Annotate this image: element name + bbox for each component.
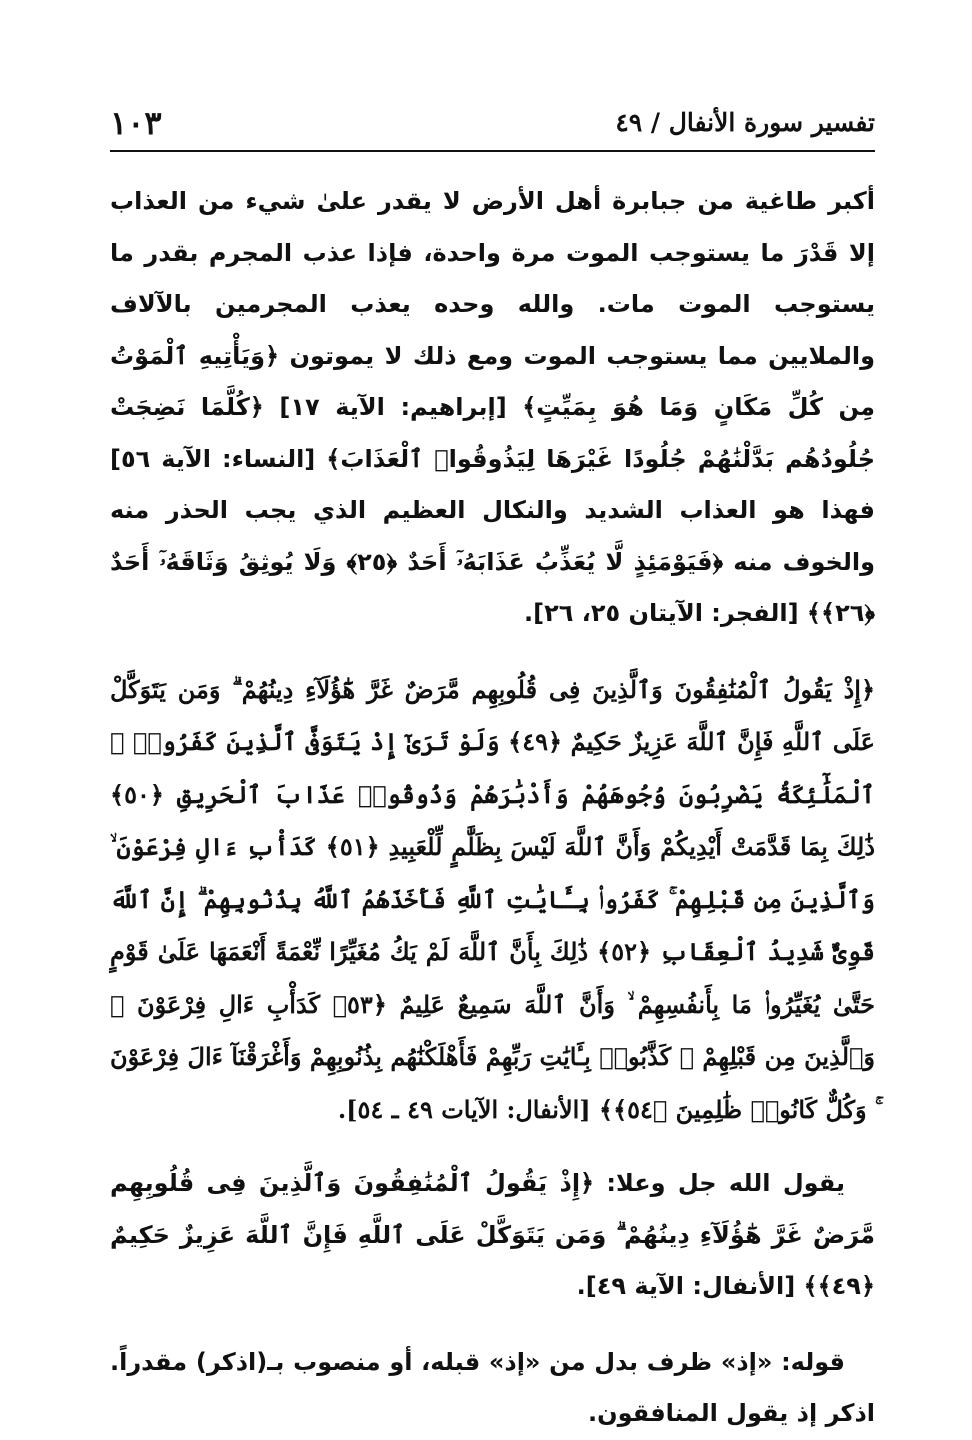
page-body [110, 176, 875, 1440]
running-title: تفسير سورة الأنفال / ٤٩ [615, 108, 875, 137]
running-header [110, 104, 875, 150]
paragraph-verse-intro: يقول الله جل وعلا: ﴿إِذْ يَقُولُ ٱلْمُنَٰفِقُونَ وَٱلَّذِينَ فِى قُلُوبِهِم مَّرَضٌ غَرَّ هَٰٓؤُلَآءِ دِينُهُمْ ۗ وَمَن يَتَوَكَّلْ عَلَى ٱللَّهِ فَإِنَّ ٱللَّهَ عَزِيزٌ حَكِيمٌ ﴿٤٩﴾﴾ [الأنفال: الآية ٤٩]. [110, 1169, 875, 1300]
paragraph-quran-verses: ﴿إِذْ يَقُولُ ٱلْمُنَٰفِقُونَ وَٱلَّذِينَ فِى قُلُوبِهِم مَّرَضٌ غَرَّ هَٰٓؤُلَآءِ دِينُهُمْ ۗ وَمَن يَتَوَكَّلْ عَلَى ٱللَّهِ فَإِنَّ ٱللَّهَ عَزِيزٌ حَكِيمٌ ﴿٤٩﴾ وَلَوْ تَرَىٰٓ إِذْ يَتَوَفَّى ٱلَّذِينَ كَفَرُوا۟ ۙ ٱلْمَلَٰٓئِكَةُ يَضْرِبُونَ وُجُوهَهُمْ وَأَدْبَٰرَهُمْ وَذُوقُوا۟ عَذَابَ ٱلْحَرِيقِ ﴿٥٠﴾ ذَٰلِكَ بِمَا قَدَّمَتْ أَيْدِيكُمْ وَأَنَّ ٱللَّهَ لَيْسَ بِظَلَّٰمٍ لِّلْعَبِيدِ ﴿٥١﴾ كَدَأْبِ ءَالِ فِرْعَوْنَ ۙ وَٱلَّذِينَ مِن قَبْلِهِمْ ۚ كَفَرُوا۟ بِـَٔايَٰتِ ٱللَّهِ فَأَخَذَهُمُ ٱللَّهُ بِذُنُوبِهِمْ ۗ إِنَّ ٱللَّهَ قَوِىٌّ شَدِيدُ ٱلْعِقَابِ ﴿٥٢﴾ ذَٰلِكَ بِأَنَّ ٱللَّهَ لَمْ يَكُ مُغَيِّرًا نِّعْمَةً أَنْعَمَهَا عَلَىٰ قَوْمٍ حَتَّىٰ يُغَيِّرُوا۟ مَا بِأَنفُسِهِمْ ۙ وَأَنَّ ٱللَّهَ سَمِيعٌ عَلِيمٌ ﴿٥٣﴾ كَدَأْبِ ءَالِ فِرْعَوْنَ ۙ وَٱلَّذِينَ مِن قَبْلِهِمْ ۚ كَذَّبُوا۟ بِـَٔايَٰتِ رَبِّهِمْ فَأَهْلَكْنَٰهُم بِذُنُوبِهِمْ وَأَغْرَقْنَآ ءَالَ فِرْعَوْنَ ۚ وَكُلٌّ كَانُوا۟ ظَٰلِمِينَ ﴿٥٤﴾﴾ [الأنفال: الآيات ٤٩ ـ ٥٤]. [110, 674, 876, 1124]
page-number: ١٠٣ [110, 104, 162, 142]
header-divider [110, 150, 875, 152]
paragraph-commentary: أكبر طاغية من جبابرة أهل الأرض لا يقدر علىٰ شيء من العذاب إلا قَدْرَ ما يستوجب الموت مرة واحدة، فإذا عذب المجرم بقدر ما يستوجب الموت مات. والله وحده يعذب المجرمين بالآلاف والملايين مما يستوجب الموت ومع ذلك لا يموتون ﴿وَيَأْتِيهِ ٱلْمَوْتُ مِن كُلِّ مَكَانٍ وَمَا هُوَ بِمَيِّتٍ﴾ [إبراهيم: الآية ١٧] ﴿كُلَّمَا نَضِجَتْ جُلُودُهُم بَدَّلْنَٰهُمْ جُلُودًا غَيْرَهَا لِيَذُوقُوا۟ ٱلْعَذَابَ﴾ [النساء: الآية ٥٦] فهذا هو العذاب الشديد والنكال العظيم الذي يجب الحذر منه والخوف منه ﴿فَيَوْمَئِذٍ لَّا يُعَذِّبُ عَذَابَهُۥٓ أَحَدٌ ﴿٢٥﴾ وَلَا يُوثِقُ وَثَاقَهُۥٓ أَحَدٌ ﴿٢٦﴾﴾ [الفجر: الآيتان ٢٥، ٢٦]. [110, 187, 876, 627]
paragraph-grammar-note: قوله: «إذ» ظرف بدل من «إذ» قبله، أو منصوب بـ(اذكر) مقدراً. اذكر إذ يقول المنافقون. [110, 1347, 875, 1427]
